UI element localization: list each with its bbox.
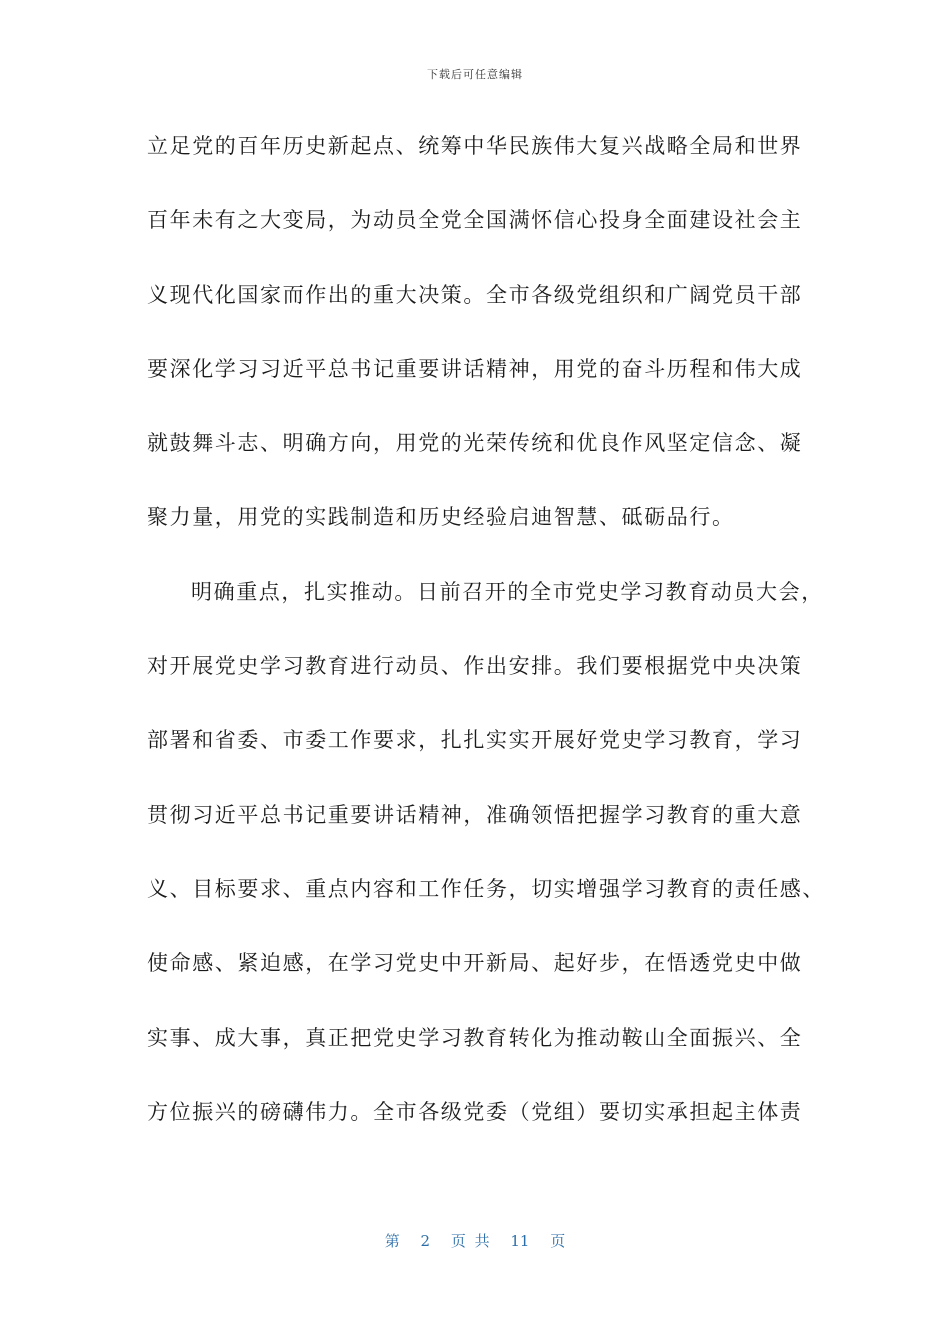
current-page-number: 2 xyxy=(420,1232,431,1250)
text-line: 义、目标要求、重点内容和工作任务，切实增强学习教育的责任感、 xyxy=(147,876,825,901)
page-header-note: 下载后可任意编辑 xyxy=(427,68,523,81)
text-line: 就鼓舞斗志、明确方向，用党的光荣传统和优良作风坚定信念、凝 xyxy=(147,431,803,456)
text-line: 聚力量，用党的实践制造和历史经验启迪智慧、砥砺品行。 xyxy=(147,505,735,530)
footer-label-di: 第 xyxy=(384,1232,400,1250)
text-line: 使命感、紧迫感，在学习党史中开新局、起好步，在悟透党史中做 xyxy=(147,951,803,976)
footer-label-ye: 页 xyxy=(550,1232,566,1250)
text-line: 义现代化国家而作出的重大决策。全市各级党组织和广阔党员干部 xyxy=(147,282,803,307)
text-line: 方位振兴的磅礴伟力。全市各级党委（党组）要切实承担起主体责 xyxy=(147,1099,803,1124)
text-line: 部署和省委、市委工作要求，扎扎实实开展好党史学习教育，学习 xyxy=(147,728,803,753)
text-line: 对开展党史学习教育进行动员、作出安排。我们要根据党中央决策 xyxy=(147,654,803,679)
total-page-count: 11 xyxy=(510,1232,530,1250)
page-footer xyxy=(0,1230,950,1251)
text-line: 贯彻习近平总书记重要讲话精神，准确领悟把握学习教育的重大意 xyxy=(147,802,803,827)
text-line: 要深化学习习近平总书记重要讲话精神，用党的奋斗历程和伟大成 xyxy=(147,356,803,381)
footer-label-ye-gong: 页 共 xyxy=(450,1232,490,1250)
paragraph-first-line: 明确重点，扎实推动。日前召开的全市党史学习教育动员大会， xyxy=(191,579,824,604)
document-body xyxy=(147,128,827,1168)
text-line: 百年未有之大变局，为动员全党全国满怀信心投身全面建设社会主 xyxy=(147,208,803,233)
text-line: 立足党的百年历史新起点、统筹中华民族伟大复兴战略全局和世界 xyxy=(147,134,803,158)
text-line: 实事、成大事，真正把党史学习教育转化为推动鞍山全面振兴、全 xyxy=(147,1025,803,1050)
